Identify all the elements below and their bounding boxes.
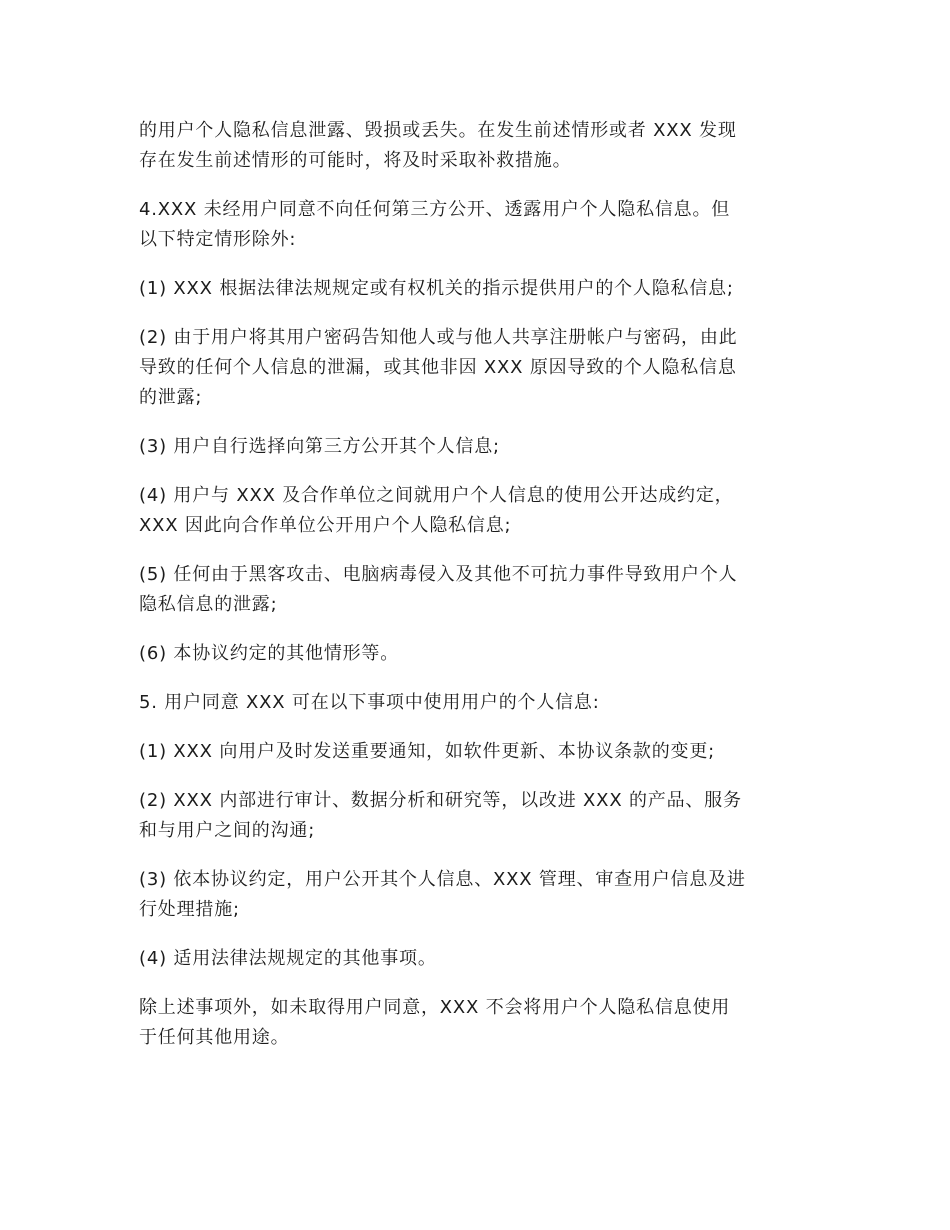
document-body	[139, 116, 819, 1072]
paragraph-clause-5-item-4	[139, 944, 819, 974]
paragraph-line: 和与用户之间的沟通;	[139, 820, 316, 841]
paragraph-clause-4-item-6	[139, 639, 819, 669]
paragraph-clause-4-item-5	[139, 560, 819, 620]
paragraph-line: (3) 用户自行选择向第三方公开其个人信息;	[139, 436, 500, 457]
paragraph-line: (4) 适用法律法规规定的其他事项。	[139, 948, 437, 969]
paragraph-line: (5) 任何由于黑客攻击、电脑病毒侵入及其他不可抗力事件导致用户个人	[139, 564, 738, 585]
paragraph-line: XXX 因此向合作单位公开用户个人隐私信息;	[139, 515, 512, 536]
paragraph-line: 导致的任何个人信息的泄漏，或其他非因 XXX 原因导致的个人隐私信息	[139, 357, 737, 378]
paragraph-line: 的用户个人隐私信息泄露、毁损或丢失。在发生前述情形或者 XXX 发现	[139, 120, 737, 141]
paragraph-clause-5-item-3	[139, 865, 819, 925]
paragraph-line: (3) 依本协议约定，用户公开其个人信息、XXX 管理、审查用户信息及进	[139, 869, 746, 890]
paragraph-line: (1) XXX 向用户及时发送重要通知，如软件更新、本协议条款的变更;	[139, 741, 715, 762]
paragraph-line: (2) XXX 内部进行审计、数据分析和研究等，以改进 XXX 的产品、服务	[139, 790, 742, 811]
paragraph-line: 隐私信息的泄露;	[139, 594, 278, 615]
paragraph-clause-5-item-1	[139, 737, 819, 767]
paragraph-line: (1) XXX 根据法律法规规定或有权机关的指示提供用户的个人隐私信息;	[139, 278, 734, 299]
paragraph-line: 5. 用户同意 XXX 可在以下事项中使用用户的个人信息:	[139, 692, 600, 713]
paragraph-line: 的泄露;	[139, 387, 203, 408]
paragraph-line: 行处理措施;	[139, 899, 240, 920]
paragraph-line: (4) 用户与 XXX 及合作单位之间就用户个人信息的使用公开达成约定，	[139, 485, 734, 506]
paragraph-clause-4-item-4	[139, 481, 819, 541]
paragraph-clause-4-item-3	[139, 432, 819, 462]
paragraph-clause-4-item-2	[139, 323, 819, 413]
paragraph-line: 存在发生前述情形的可能时，将及时采取补救措施。	[139, 150, 572, 171]
paragraph-clause-5	[139, 688, 819, 718]
paragraph-line: 4.XXX 未经用户同意不向任何第三方公开、透露用户个人隐私信息。但	[139, 199, 731, 220]
paragraph-clause-5-item-2	[139, 786, 819, 846]
paragraph-closing	[139, 993, 819, 1053]
paragraph-line: (6) 本协议约定的其他情形等。	[139, 643, 400, 664]
paragraph-breach-remedy	[139, 116, 819, 176]
paragraph-line: (2) 由于用户将其用户密码告知他人或与他人共享注册帐户与密码，由此	[139, 327, 738, 348]
paragraph-line: 以下特定情形除外:	[139, 229, 297, 250]
paragraph-clause-4-item-1	[139, 274, 819, 304]
paragraph-line: 于任何其他用途。	[139, 1027, 290, 1048]
paragraph-clause-4	[139, 195, 819, 255]
paragraph-line: 除上述事项外，如未取得用户同意，XXX 不会将用户个人隐私信息使用	[139, 997, 731, 1018]
